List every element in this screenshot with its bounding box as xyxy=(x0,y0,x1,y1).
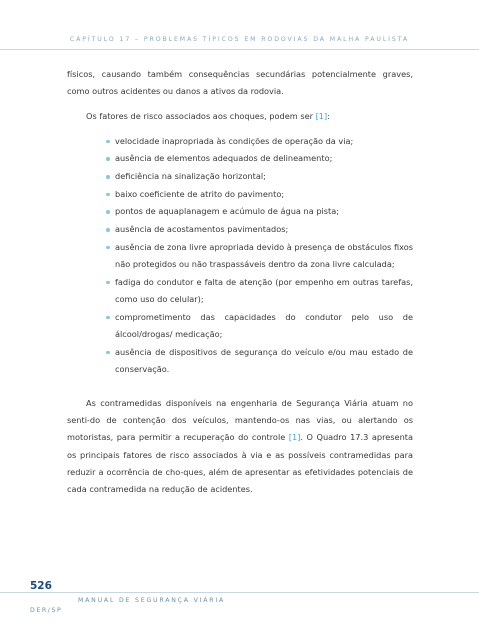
chapter-header: CAPÍTULO 17 – PROBLEMAS TÍPICOS EM RODOVIAS DA MALHA PAULISTA xyxy=(69,36,410,43)
risk-factors-list xyxy=(67,133,413,378)
list-item: deficiência na sinalização horizontal; xyxy=(106,168,413,185)
countermeasures-text-2: . O Quadro 17.3 apresenta os principais fatores de risco associados à via e as possíveis contramedidas para reduzir a ocorrência de cho-ques, além de apresentar as efetividades potenciais de cada contramedida na redução de acidentes. xyxy=(67,432,414,494)
list-item: baixo coeficiente de atrito do pavimento; xyxy=(106,186,413,203)
continuation-paragraph: físicos, causando também consequências secundárias potencialmente graves, como outros acidentes ou danos a ativos da rodovia. xyxy=(67,69,413,97)
list-item: comprometimento das capacidades do condutor pelo uso de álcool/drogas/ medicação; xyxy=(106,309,413,343)
list-item: velocidade inapropriada às condições de operação da via; xyxy=(106,133,413,150)
citation-link[interactable]: [1] xyxy=(288,432,301,443)
risk-intro-text: Os fatores de risco associados aos choques, podem ser xyxy=(86,111,316,122)
list-item: ausência de acostamentos pavimentados; xyxy=(106,221,413,238)
page-number: 526 xyxy=(30,580,52,592)
manual-title: MANUAL DE SEGURANÇA VIÁRIA xyxy=(78,597,226,604)
list-item: fadiga do condutor e falta de atenção (por empenho em outras tarefas, como uso do celular); xyxy=(106,274,413,308)
list-item: ausência de dispositivos de segurança do veículo e/ou mau estado de conservação. xyxy=(106,344,413,378)
publisher-label: DER/SP xyxy=(30,607,63,614)
risk-factors-intro xyxy=(67,108,413,125)
risk-intro-suffix: : xyxy=(327,111,330,122)
list-item: pontos de aquaplanagem e acúmulo de água na pista; xyxy=(106,203,413,220)
list-item: ausência de elementos adequados de delineamento; xyxy=(106,150,413,167)
footer-divider xyxy=(0,592,479,593)
countermeasures-text-1: As contramedidas disponíveis na engenharia de Segurança Viária atuam no senti-do de contenção dos veículos, mantendo-os nas vias, ou alertando os motoristas, para permitir a recuperação do controle xyxy=(67,397,413,443)
header-divider xyxy=(0,49,479,50)
countermeasures-paragraph xyxy=(67,395,413,498)
list-item: ausência de zona livre apropriada devido à presença de obstáculos fixos não protegidos ou não traspassáveis dentro da zona livre calculada; xyxy=(106,239,413,273)
citation-link[interactable]: [1] xyxy=(315,111,328,122)
page-content xyxy=(67,66,413,498)
